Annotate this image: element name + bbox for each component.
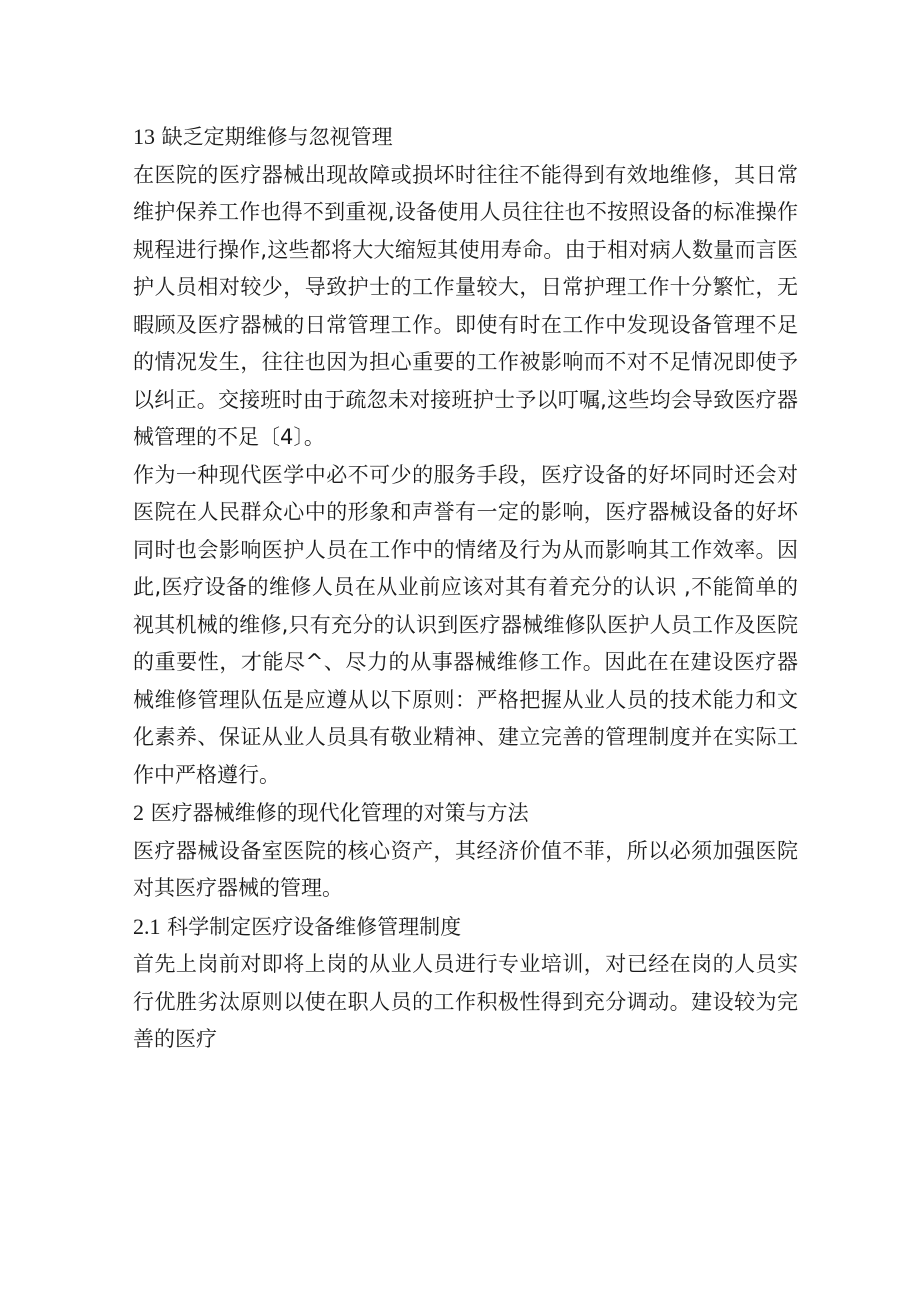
paragraph-3: 医疗器械设备室医院的核心资产，其经济价值不菲，所以必须加强医院对其医疗器械的管理。 bbox=[133, 838, 798, 900]
paragraph-2: 作为一种现代医学中必不可少的服务手段，医疗设备的好坏同时还会对医院在人民群众心中的形象和声誉有一定的影响，医疗器械设备的好坏同时也会影响医护人员在工作中的情绪及行为从而影响其工作效率。因此,医疗设备的维修人员在从业前应该对其有着充分的认识 ,不能简单的视其机械的维修,只有充分的认识到医疗器械维修队医护人员工作及医院的重要性，才能尽^、尽力的从事器械维修工作。因此在在建设医疗器械维修管理队伍是应遵从以下原则：严格把握从业人员的技术能力和文化素养、保证从业人员具有敬业精神、建立完善的管理制度并在实际工作中严格遵行。 bbox=[133, 462, 798, 787]
section-number: 13 bbox=[133, 124, 155, 149]
paragraph-1: 在医院的医疗器械出现故障或损坏时往往不能得到有效地维修，其日常维护保养工作也得不到重视,设备使用人员往往也不按照设备的标准操作规程进行操作,这些都将大大缩短其使用寿命。由于相对病人数量而言医护人员相对较少，导致护士的工作量较大，日常护理工作十分繁忙，无暇顾及医疗器械的日常管理工作。即使有时在工作中发现设备管理不足的情况发生，往往也因为担心重要的工作被影响而不对不足情况即使予以纠正。交接班时由于疏忽未对接班护士予以叮嘱,这些均会导致医疗器械管理的不足〔4〕。 bbox=[133, 162, 798, 449]
section-heading-1-3 bbox=[133, 118, 798, 157]
document-body bbox=[133, 118, 798, 1059]
section-title: 科学制定医疗设备维修管理制度 bbox=[160, 914, 462, 939]
section-title: 缺乏定期维修与忽视管理 bbox=[155, 125, 393, 149]
section-title: 医疗器械维修的现代化管理的对策与方法 bbox=[144, 801, 529, 825]
section-number: 2.1 bbox=[133, 913, 161, 939]
paragraph-4: 首先上岗前对即将上岗的从业人员进行专业培训，对已经在岗的人员实行优胜劣汰原则以使在职人员的工作积极性得到充分调动。建设较为完善的医疗 bbox=[133, 952, 798, 1051]
section-heading-2-1 bbox=[133, 908, 798, 947]
section-number: 2 bbox=[133, 800, 144, 825]
section-heading-2 bbox=[133, 794, 798, 833]
